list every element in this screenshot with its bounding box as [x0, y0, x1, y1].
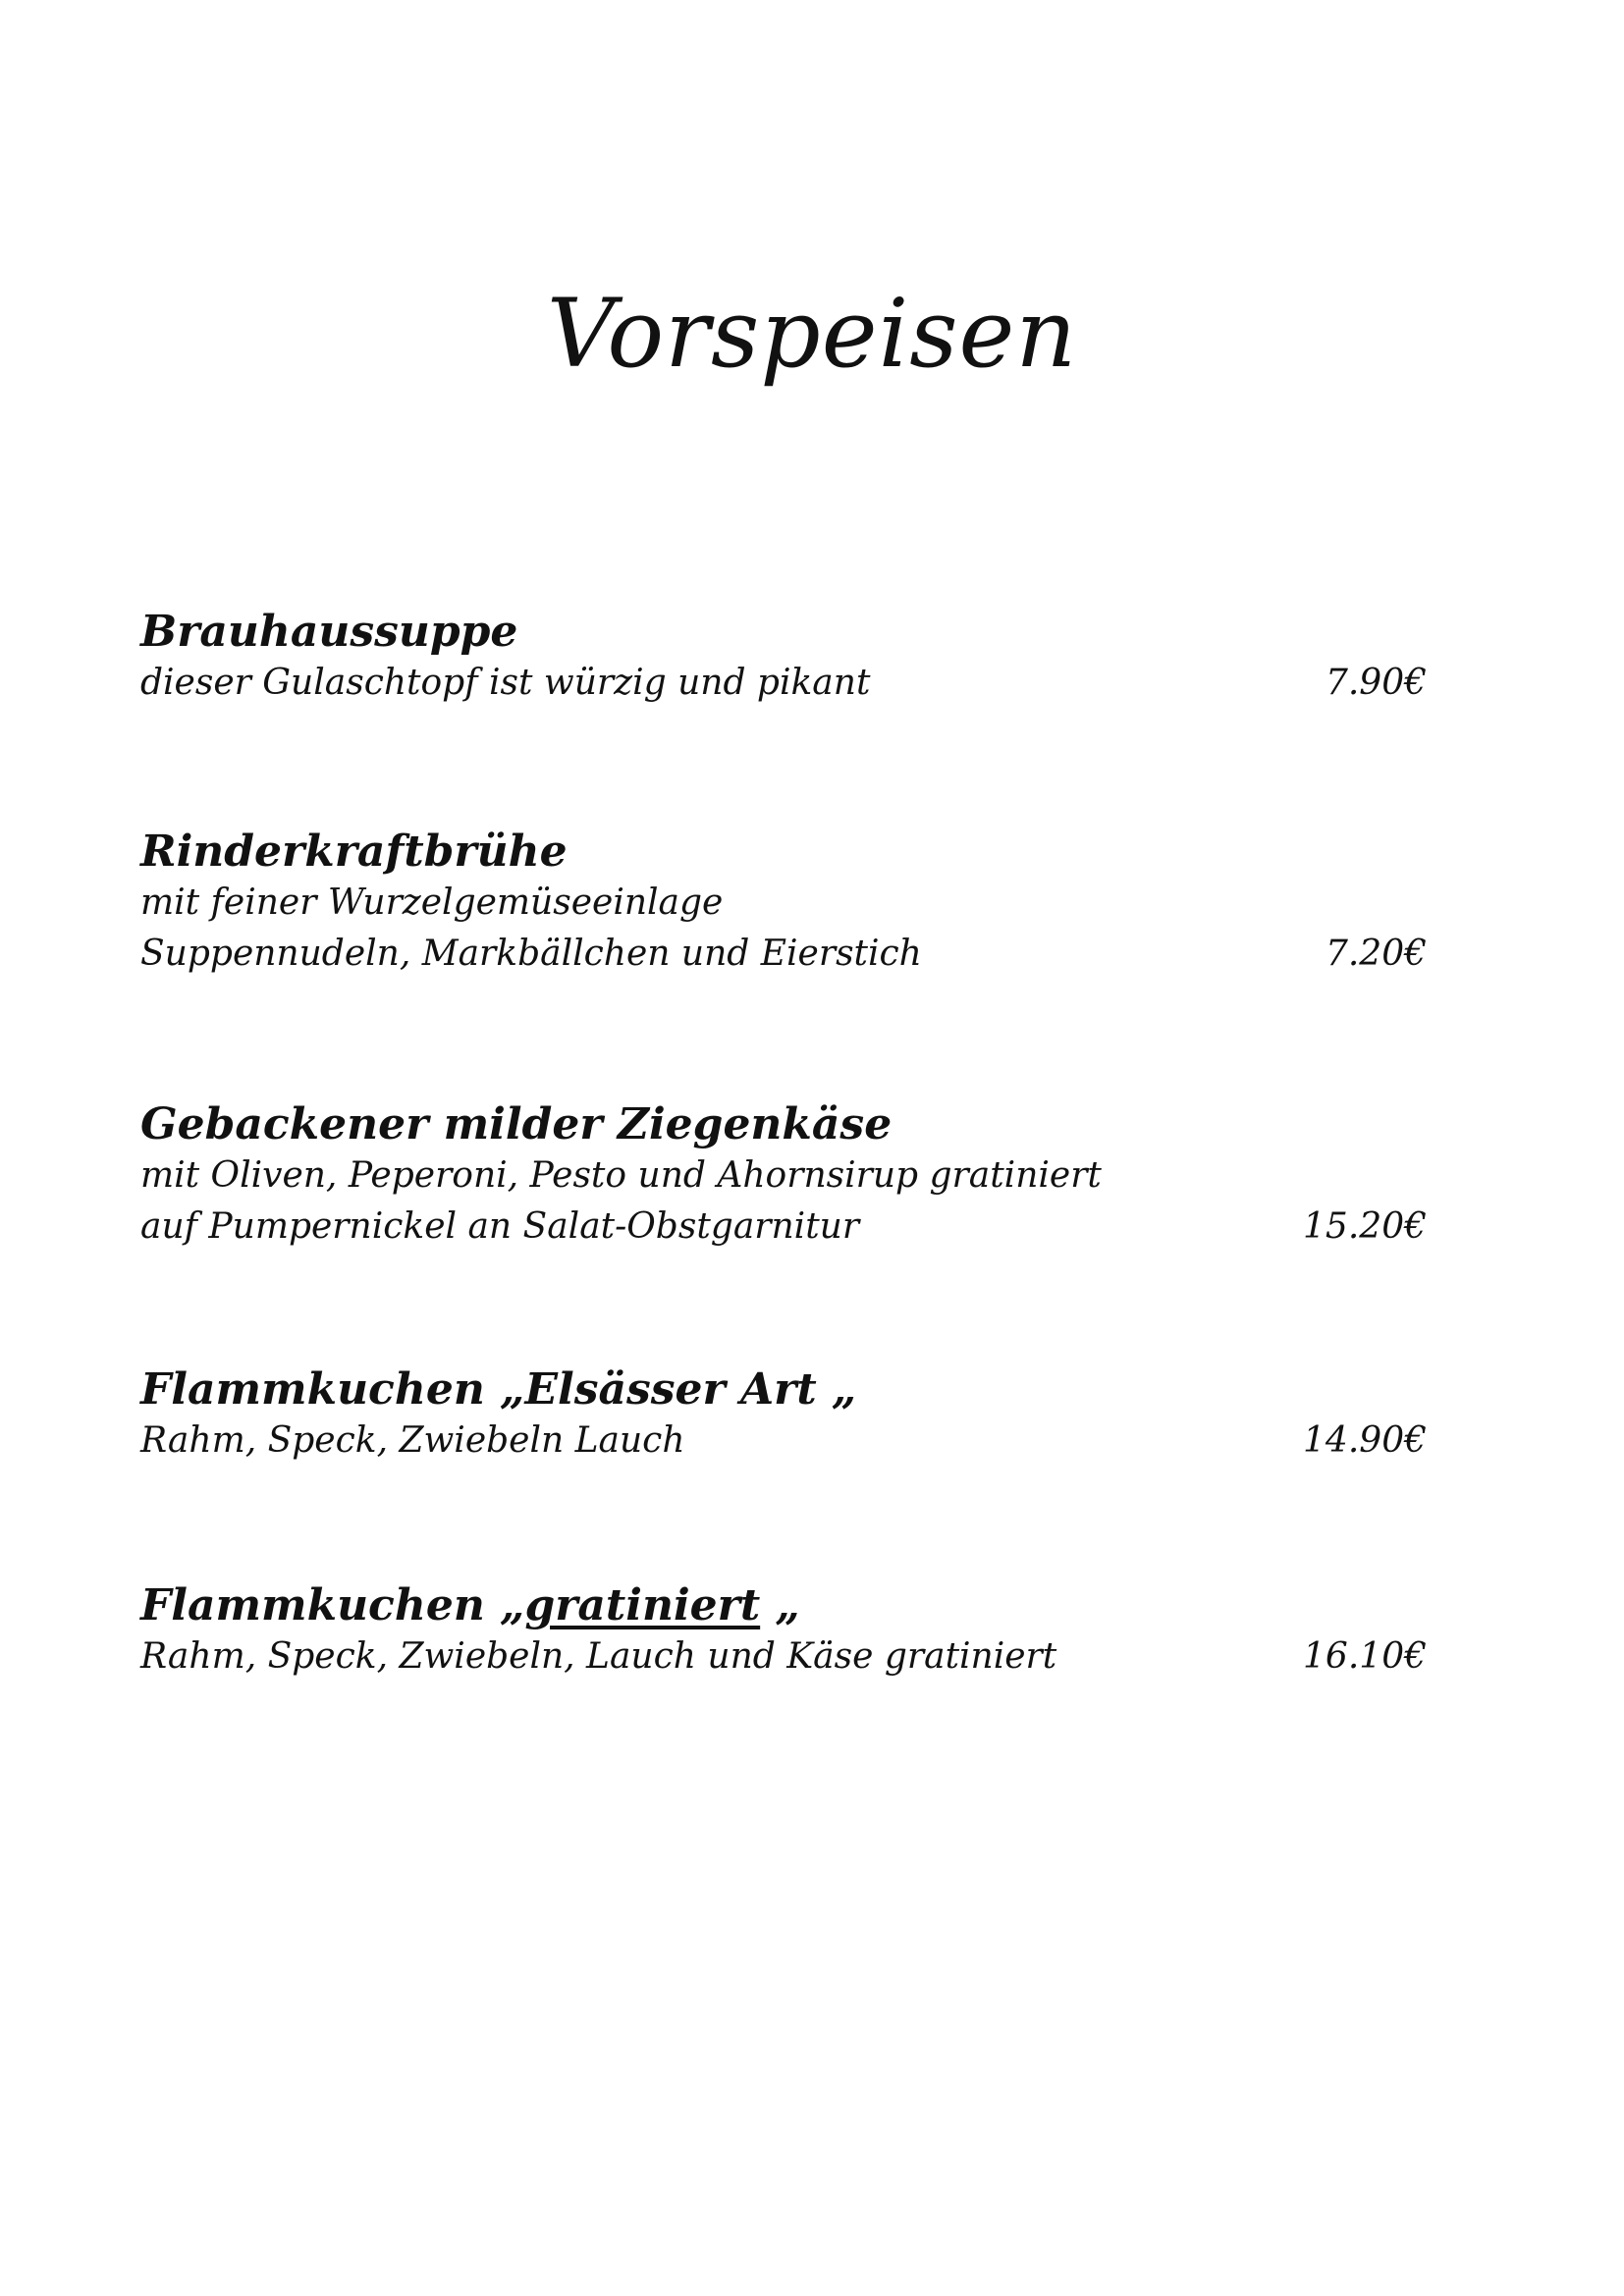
dish-description-line [140, 1201, 1436, 1253]
dish-description-text: dieser Gulaschtopf ist würzig und pikant [140, 663, 871, 703]
dish-description-text: Suppennudeln, Markbällchen und Eierstich [140, 934, 922, 974]
menu-item-rinderkraftbruehe [140, 827, 1436, 980]
dish-name-suffix: „ [760, 1580, 800, 1630]
dish-description-line [140, 658, 1436, 709]
dish-description-text: auf Pumpernickel an Salat-Obstgarnitur [140, 1206, 860, 1247]
dish-name: Gebackener milder Ziegenkäse [140, 1099, 893, 1149]
menu-item-ziegenkaese [140, 1099, 1436, 1253]
dish-name-underlined: gratiniert [524, 1580, 761, 1630]
dish-price: 15.20€ [1303, 1206, 1427, 1247]
dish-description-text: Rahm, Speck, Zwiebeln, Lauch und Käse gratiniert [140, 1636, 1057, 1677]
dish-description-line [140, 1631, 1436, 1682]
dish-description-text: Rahm, Speck, Zwiebeln Lauch [140, 1420, 685, 1461]
dish-description-text: mit feiner Wurzelgemüseeinlage [140, 882, 724, 923]
dish-description-line [140, 1415, 1436, 1467]
dish-price: 7.20€ [1325, 934, 1427, 974]
dish-price: 7.90€ [1325, 663, 1427, 703]
dish-description-line [140, 878, 1436, 929]
dish-description-text: mit Oliven, Peperoni, Pesto und Ahornsirup gratiniert [140, 1155, 1102, 1196]
dish-price: 16.10€ [1303, 1636, 1427, 1677]
menu-item-brauhaussuppe [140, 607, 1436, 709]
page-title: Vorspeisen [546, 279, 1078, 389]
dish-price: 14.90€ [1303, 1420, 1427, 1461]
dish-name: Rinderkraftbrühe [140, 827, 568, 877]
dish-name [140, 1580, 1436, 1631]
dish-name-prefix: Flammkuchen „ [140, 1580, 525, 1630]
dish-name: Brauhaussuppe [140, 607, 518, 657]
menu-item-flammkuchen-elsaesser-art [140, 1364, 1436, 1467]
menu-item-flammkuchen-gratiniert [140, 1580, 1436, 1682]
dish-description-line [140, 929, 1436, 980]
dish-description-line [140, 1150, 1436, 1201]
dish-name: Flammkuchen „Elsässer Art „ [140, 1364, 857, 1415]
